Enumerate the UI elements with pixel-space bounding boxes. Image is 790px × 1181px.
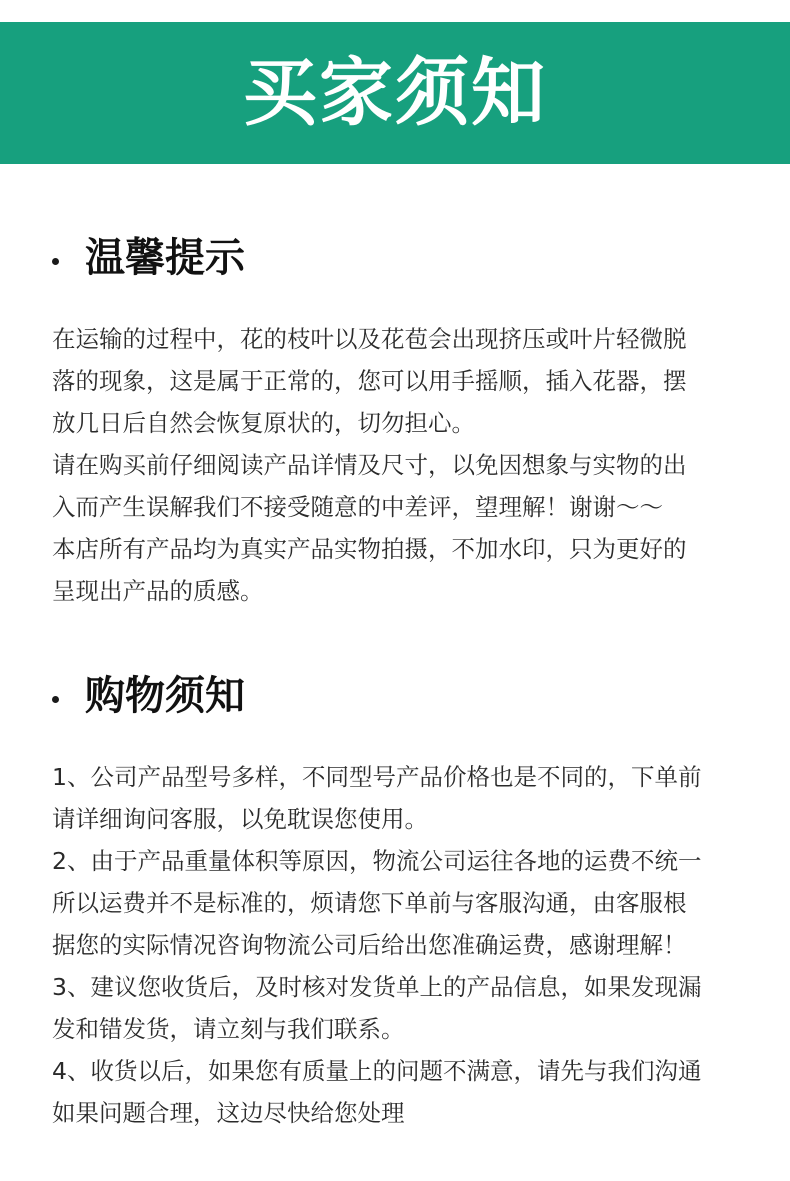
shopping-line: 发和错发货，请立刻与我们联系。 [52, 1015, 405, 1043]
shopping-line: 1、公司产品型号多样，不同型号产品价格也是不同的，下单前 [52, 763, 702, 791]
shopping-line: 请详细询问客服，以免耽误您使用。 [52, 805, 428, 833]
shopping-line: 据您的实际情况咨询物流公司后给出您准确运费，感谢理解！ [52, 931, 687, 959]
shopping-line: 3、建议您收货后，及时核对发货单上的产品信息，如果发现漏 [52, 973, 702, 1001]
header-banner [0, 22, 790, 164]
shopping-header [52, 666, 752, 726]
tips-line: 入而产生误解我们不接受随意的中差评，望理解！谢谢～～ [52, 493, 663, 521]
tips-section [52, 228, 752, 612]
tips-line: 在运输的过程中，花的枝叶以及花苞会出现挤压或叶片轻微脱 [52, 325, 687, 353]
tips-line: 请在购买前仔细阅读产品详情及尺寸，以免因想象与实物的出 [52, 451, 687, 479]
tips-line: 呈现出产品的质感。 [52, 577, 264, 605]
shopping-title: 购物须知 [85, 673, 245, 719]
bullet-icon [52, 696, 59, 703]
tips-line: 放几日后自然会恢复原状的，切勿担心。 [52, 409, 475, 437]
tips-header [52, 228, 752, 288]
shopping-body [52, 756, 752, 1134]
bullet-icon [52, 258, 59, 265]
page-title: 买家须知 [243, 50, 547, 136]
shopping-line: 如果问题合理，这边尽快给您处理 [52, 1099, 405, 1127]
shopping-line: 2、由于产品重量体积等原因，物流公司运往各地的运费不统一 [52, 847, 702, 875]
shopping-line: 所以运费并不是标准的，烦请您下单前与客服沟通，由客服根 [52, 889, 687, 917]
shopping-line: 4、收货以后，如果您有质量上的问题不满意，请先与我们沟通 [52, 1057, 702, 1085]
tips-title: 温馨提示 [85, 235, 245, 281]
tips-body [52, 318, 752, 612]
tips-line: 落的现象，这是属于正常的，您可以用手摇顺，插入花器，摆 [52, 367, 687, 395]
shopping-section [52, 666, 752, 1134]
tips-line: 本店所有产品均为真实产品实物拍摄，不加水印，只为更好的 [52, 535, 687, 563]
